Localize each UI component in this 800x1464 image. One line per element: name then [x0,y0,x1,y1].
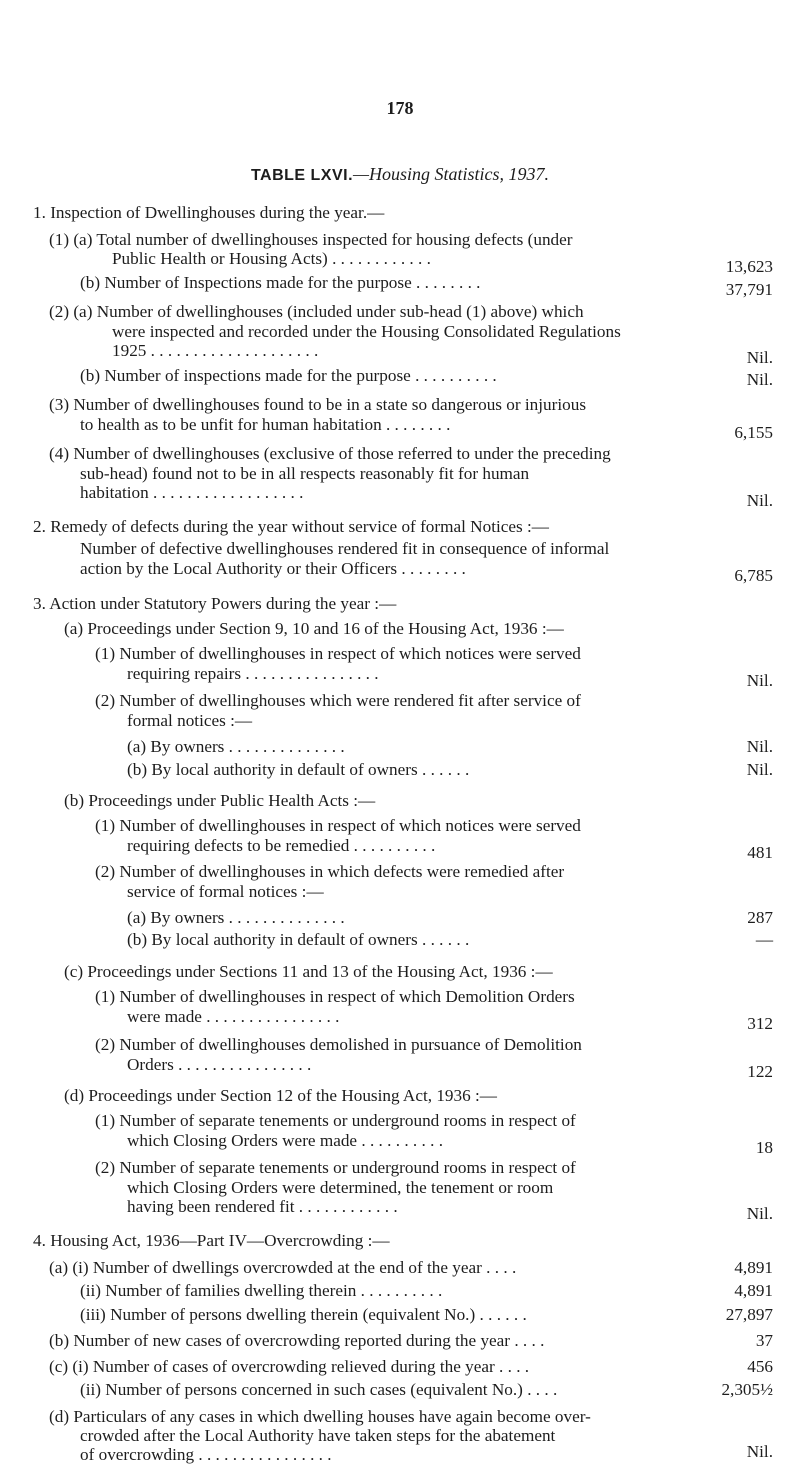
line-1-1b: (b) Number of Inspections made for the purpose . . . . . . . . [80,273,481,292]
section-heading-4: 4. Housing Act, 1936—Part IV—Overcrowding :— [33,1231,390,1250]
value-3d-1: 18 [755,1138,773,1157]
line-4c-i: (c) (i) Number of cases of overcrowding relieved during the year . . . . [49,1357,530,1376]
value-3a-2a: Nil. [746,737,773,756]
value-4a-iii: 27,897 [725,1305,773,1324]
line-3b-2-cont: service of formal notices :— [127,882,324,901]
line-4a-ii: (ii) Number of families dwelling therein . . . . . . . . . . [80,1281,443,1300]
line-3a-2: (2) Number of dwellinghouses which were rendered fit after service of [95,691,581,710]
value-4c-i: 456 [747,1357,773,1376]
line-4d: (d) Particulars of any cases in which dwelling houses have again become over- [49,1407,591,1426]
line-1-3-cont: to health as to be unfit for human habitation . . . . . . . . [80,415,451,434]
line-1-4: (4) Number of dwellinghouses (exclusive of those referred to under the preceding [49,444,611,463]
value-1-1b: 37,791 [725,280,773,299]
line-2-1: Number of defective dwellinghouses rendered fit in consequence of informal [80,539,610,558]
line-1-1a: (1) (a) Total number of dwellinghouses inspected for housing defects (under [49,230,573,249]
section-heading-2: 2. Remedy of defects during the year without service of formal Notices :— [33,517,549,536]
value-3a-2b: Nil. [746,760,773,779]
line-3b-2b: (b) By local authority in default of owners . . . . . . [127,930,470,949]
section-heading-1: 1. Inspection of Dwellinghouses during the year.— [33,203,385,222]
line-3b-1: (1) Number of dwellinghouses in respect of which notices were served [95,816,581,835]
line-3c: (c) Proceedings under Sections 11 and 13 of the Housing Act, 1936 :— [64,962,553,981]
line-3b-1-cont: requiring defects to be remedied . . . . . . . . . . [127,836,436,855]
line-4c-ii: (ii) Number of persons concerned in such cases (equivalent No.) . . . . [80,1380,558,1399]
line-3a-2-cont: formal notices :— [127,711,253,730]
line-3a-1: (1) Number of dwellinghouses in respect of which notices were served [95,644,581,663]
line-3c-1: (1) Number of dwellinghouses in respect of which Demolition Orders [95,987,575,1006]
line-4d-cont2: of overcrowding . . . . . . . . . . . . . . . . [80,1445,332,1464]
line-1-2a-year: 1925 . . . . . . . . . . . . . . . . . . . . [112,341,319,360]
value-1-4: Nil. [746,491,773,510]
value-2: 6,785 [734,566,773,585]
line-3b-2a: (a) By owners . . . . . . . . . . . . . . [127,908,345,927]
line-3d: (d) Proceedings under Section 12 of the Housing Act, 1936 :— [64,1086,497,1105]
value-1-2a: Nil. [746,348,773,367]
value-4c-ii: 2,305½ [721,1380,773,1399]
value-4b: 37 [755,1331,773,1350]
value-4a-ii: 4,891 [734,1281,773,1300]
line-3b-2: (2) Number of dwellinghouses in which defects were remedied after [95,862,565,881]
page-number: 178 [386,98,414,118]
line-4a-iii: (iii) Number of persons dwelling therein (equivalent No.) . . . . . . [80,1305,527,1324]
table-subtitle: —Housing Statistics, 1937. [353,164,550,184]
line-3d-2-cont: which Closing Orders were determined, the tenement or room [127,1178,554,1197]
line-3c-2: (2) Number of dwellinghouses demolished in pursuance of Demolition [95,1035,582,1054]
line-3d-2-cont2: having been rendered fit . . . . . . . . . . . . [127,1197,398,1216]
value-3b-2a: 287 [747,908,773,927]
line-2-1-cont: action by the Local Authority or their Officers . . . . . . . . [80,559,466,578]
value-3a-1: Nil. [746,671,773,690]
line-3a-2b: (b) By local authority in default of owners . . . . . . [127,760,470,779]
line-1-4-cont: sub-head) found not to be in all respects reasonably fit for human [80,464,530,483]
value-3b-1: 481 [747,843,773,862]
line-3b: (b) Proceedings under Public Health Acts :— [64,791,376,810]
line-3d-1-cont: which Closing Orders were made . . . . . . . . . . [127,1131,443,1150]
value-3c-1: 312 [747,1014,773,1033]
table-label: TABLE LXVI. [250,167,354,184]
line-3a: (a) Proceedings under Section 9, 10 and 16 of the Housing Act, 1936 :— [64,619,564,638]
line-4d-cont: crowded after the Local Authority have taken steps for the abatement [80,1426,556,1445]
line-3c-2-cont: Orders . . . . . . . . . . . . . . . . [127,1055,312,1074]
value-3d-2: Nil. [746,1204,773,1223]
line-1-1a-cont: Public Health or Housing Acts) . . . . . . . . . . . . [112,249,431,268]
value-4d: Nil. [746,1442,773,1461]
value-4a-i: 4,891 [734,1258,773,1277]
line-4a-i: (a) (i) Number of dwellings overcrowded at the end of the year . . . . [49,1258,517,1277]
line-3a-2a: (a) By owners . . . . . . . . . . . . . . [127,737,345,756]
line-1-2b: (b) Number of inspections made for the purpose . . . . . . . . . . [80,366,497,385]
line-1-3: (3) Number of dwellinghouses found to be in a state so dangerous or injurious [49,395,587,414]
line-1-2a-cont: were inspected and recorded under the Housing Consolidated Regulations [112,322,621,341]
line-3d-2: (2) Number of separate tenements or underground rooms in respect of [95,1158,576,1177]
line-3a-1-cont: requiring repairs . . . . . . . . . . . . . . . . [127,664,379,683]
value-1-3: 6,155 [734,423,773,442]
line-3c-1-cont: were made . . . . . . . . . . . . . . . . [127,1007,340,1026]
value-1-1a: 13,623 [725,257,773,276]
section-heading-3: 3. Action under Statutory Powers during the year :— [33,594,397,613]
line-4b: (b) Number of new cases of overcrowding reported during the year . . . . [49,1331,545,1350]
line-3d-1: (1) Number of separate tenements or underground rooms in respect of [95,1111,576,1130]
line-1-4-cont2: habitation . . . . . . . . . . . . . . . . . . [80,483,304,502]
table-title [0,164,800,185]
value-1-2b: Nil. [746,370,773,389]
value-3b-2b: — [755,930,773,949]
value-3c-2: 122 [747,1062,773,1081]
line-1-2a: (2) (a) Number of dwellinghouses (included under sub-head (1) above) which [49,302,584,321]
